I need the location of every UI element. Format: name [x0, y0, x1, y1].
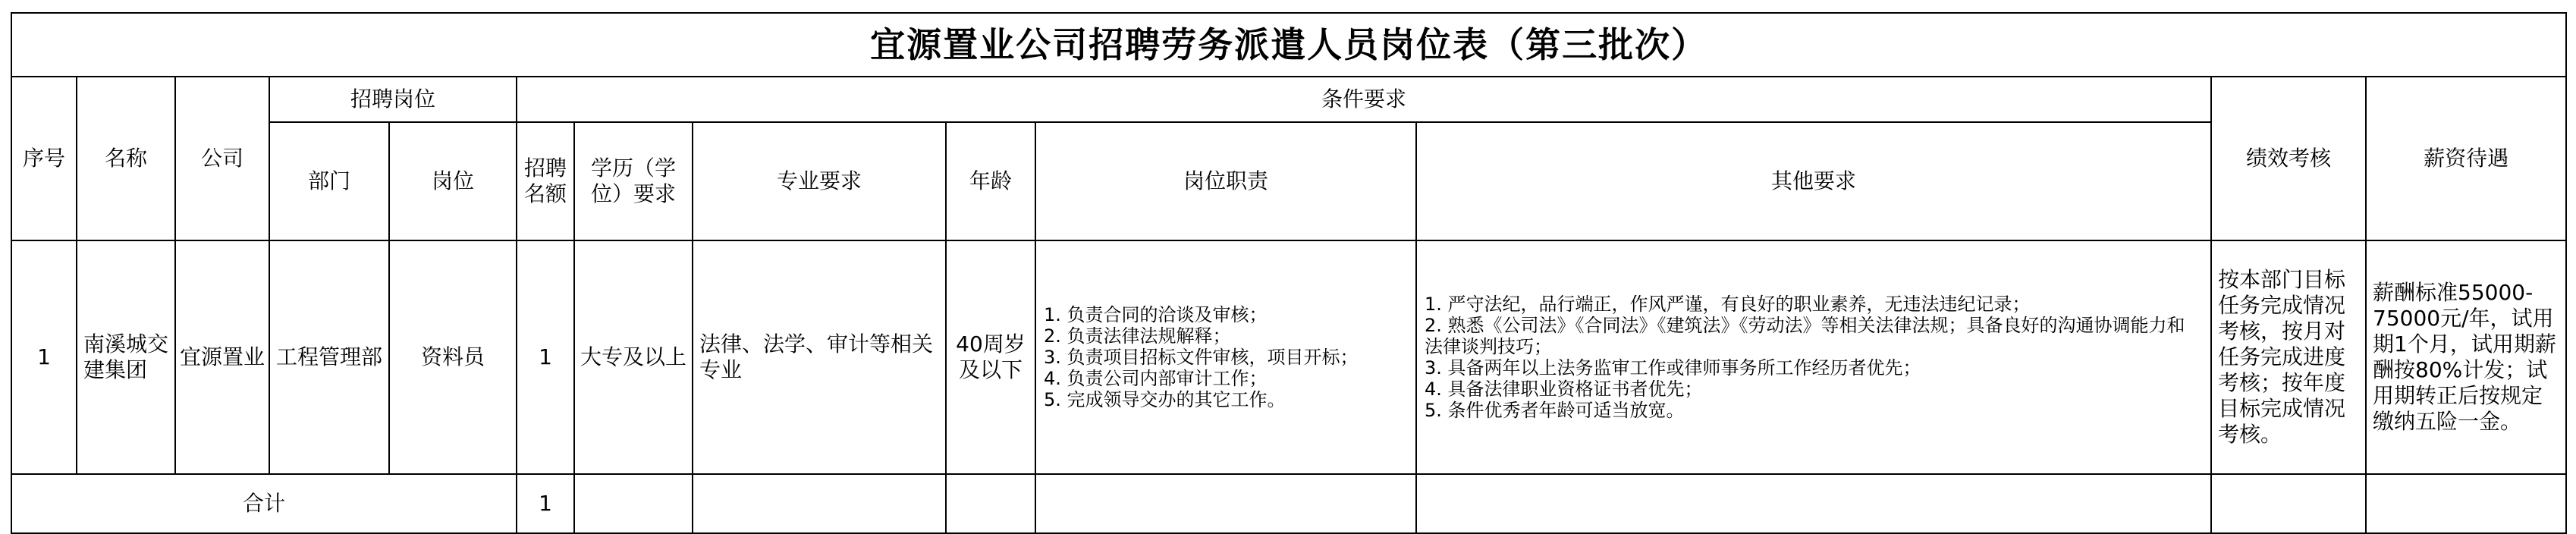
- header-seq: 序号: [11, 77, 77, 240]
- duty-item: 2. 负责法律法规解释；: [1044, 325, 1231, 347]
- total-quota: 1: [517, 474, 574, 533]
- total-empty: [693, 474, 946, 533]
- cell-company: 宜源置业: [175, 240, 269, 474]
- header-major: 专业要求: [693, 122, 946, 240]
- cell-salary: 薪酬标准55000-75000元/年，试用期1个月，试用期薪酬按80%计发；试用期转正后按规定缴纳五险一金。: [2366, 240, 2566, 474]
- cell-name: 南溪城交建集团: [77, 240, 175, 474]
- header-conditions: 条件要求: [517, 77, 2211, 122]
- cell-age: 40周岁及以下: [946, 240, 1035, 474]
- header-age: 年龄: [946, 122, 1035, 240]
- cell-seq: 1: [11, 240, 77, 474]
- header-duties: 岗位职责: [1035, 122, 1416, 240]
- other-item: 5. 条件优秀者年龄可适当放宽。: [1425, 400, 1685, 421]
- cell-education: 大专及以上: [574, 240, 693, 474]
- cell-duties: [1035, 240, 1416, 474]
- header-salary: 薪资待遇: [2366, 77, 2566, 240]
- total-row: [11, 474, 2566, 533]
- duty-item: 4. 负责公司内部审计工作；: [1044, 368, 1268, 389]
- total-empty: [1035, 474, 1416, 533]
- header-company: 公司: [175, 77, 269, 240]
- duty-item: 1. 负责合同的洽谈及审核；: [1044, 304, 1268, 325]
- duty-item: 3. 负责项目招标文件审核，项目开标；: [1044, 347, 1359, 368]
- header-quota: 招聘名额: [517, 122, 574, 240]
- total-empty: [574, 474, 693, 533]
- total-empty: [946, 474, 1035, 533]
- total-empty: [2211, 474, 2366, 533]
- total-empty: [1416, 474, 2211, 533]
- header-position-group: 招聘岗位: [269, 77, 517, 122]
- total-label: 合计: [11, 474, 517, 533]
- cell-other: [1416, 240, 2211, 474]
- cell-major: 法律、法学、审计等相关专业: [693, 240, 946, 474]
- table-title: 宜源置业公司招聘劳务派遣人员岗位表（第三批次）: [11, 13, 2566, 77]
- header-name: 名称: [77, 77, 175, 240]
- other-item: 2. 熟悉《公司法》《合同法》《建筑法》《劳动法》等相关法律法规；具备良好的沟通协调能力和法律谈判技巧；: [1425, 315, 2185, 357]
- recruitment-table: [11, 12, 2567, 534]
- other-item: 1. 严守法纪，品行端正，作风严谨，有良好的职业素养，无违法违纪记录；: [1425, 294, 2031, 315]
- cell-performance: 按本部门目标任务完成情况考核，按月对任务完成进度考核；按年度目标完成情况考核。: [2211, 240, 2366, 474]
- other-item: 4. 具备法律职业资格证书者优先；: [1425, 379, 1703, 400]
- table-row: [11, 240, 2566, 474]
- header-other: 其他要求: [1416, 122, 2211, 240]
- cell-quota: 1: [517, 240, 574, 474]
- header-post: 岗位: [389, 122, 517, 240]
- cell-post: 资料员: [389, 240, 517, 474]
- total-empty: [2366, 474, 2566, 533]
- duty-item: 5. 完成领导交办的其它工作。: [1044, 389, 1286, 410]
- cell-department: 工程管理部: [269, 240, 389, 474]
- header-education: 学历（学位）要求: [574, 122, 693, 240]
- header-performance: 绩效考核: [2211, 77, 2366, 240]
- header-department: 部门: [269, 122, 389, 240]
- other-item: 3. 具备两年以上法务监审工作或律师事务所工作经历者优先；: [1425, 357, 1921, 379]
